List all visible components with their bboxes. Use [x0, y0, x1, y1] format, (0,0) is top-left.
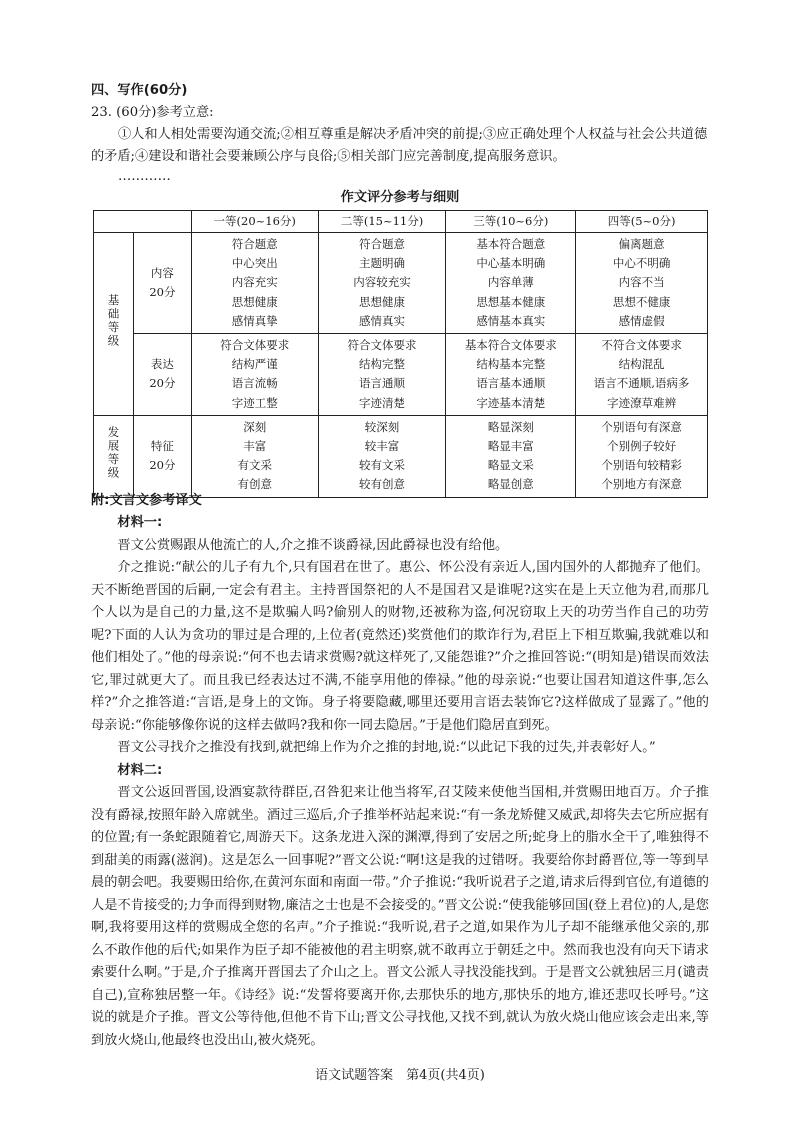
criterion: 较丰富: [364, 439, 400, 454]
criterion: 符合题意: [359, 237, 406, 251]
group-basic-label: 基础等级: [106, 293, 121, 348]
criterion: 个别语句有深意: [601, 419, 682, 434]
criterion: 内容较充实: [353, 275, 411, 290]
criterion: 语言基本通顺: [476, 376, 546, 391]
material-2-paragraph: 晋文公返回晋国,设酒宴款待群臣,召咎犯来让他当将军,召艾陵来使他当国相,并赏赐田地百万。介子推没有爵禄,按照年龄入席就坐。酒过三巡后,介子推举杯站起来说:“有一条龙矫健又威武,却将失去它所应据有的位置;有一条蛇跟随着它,周游天下。这条龙进入深的渊潭,得到了安居之所;蛇身上的脂水全干了,唯独得不到甜美的雨露(滋润)。这是怎么一回事呢?”晋文公说:“啊!这是我的过错呀。我要给你封爵晋位,等一等到早晨的朝会吧。我要赐田给你,在黄河东面和南面一带。”介子推说:“我听说君子之道,请求后得到官位,有道德的人是不肯接受的;力争而得到财物,廉洁之士也是不会接受的。”晋文公说:“使我能够回国(登上君位)的人,是您啊,我将要用这样的赏赐成全您的名声。”介子推说:“我听说,君子之道,如果作为儿子却不能继承他父亲的,那么不敢作他的后代;如果作为臣子却不能被他的君主明察,就不敢再立于朝廷之中。然而我也没有向天下请求索要什么啊。”于是,介子推离开晋国去了介山之上。晋文公派人寻找没能找到。于是晋文公就独居三月(谴责自己),宣称独居整一年。《诗经》说:“发誓将要离开你,去那快乐的地方,那快乐的地方,谁还悲叹长呼号。”这说的就是介子推。晋文公等待他,但他不肯下山;晋文公寻找他,又找不到,就认为放火烧山他应该会走出来,等到放火烧山,他最终也没出山,被火烧死。: [91, 785, 709, 1048]
group-dev-label: 发展等级: [106, 426, 121, 481]
table-title: 作文评分参考与细则: [340, 190, 460, 205]
row-name: 表达: [150, 357, 174, 372]
column-header: 二等(15~11分): [318, 211, 446, 233]
criterion: 偏离题意: [618, 237, 665, 251]
group-dev-cell: [94, 415, 134, 497]
criterion: 主题明确: [359, 256, 406, 271]
grade-cell: [318, 415, 446, 497]
criterion: 中心突出: [231, 256, 278, 271]
row-label-cell: [133, 334, 191, 416]
row-label-cell: [133, 415, 191, 497]
grade-cell: [318, 334, 446, 416]
grade-cell: [318, 233, 446, 334]
material-1-title: 材料一:: [117, 515, 163, 530]
criterion: 思想健康: [231, 294, 278, 309]
column-header: 一等(20~16分): [191, 211, 318, 233]
scoring-table: [93, 210, 708, 498]
criterion: 略显深刻: [487, 419, 534, 434]
table-row-feature: [94, 415, 708, 497]
criterion: 思想基本健康: [476, 294, 546, 309]
q23-ideas-line-1: ①人和人相处需要沟通交流;②相互尊重是解决矛盾冲突的前提;③应正确处理个人权益与社会公共道德: [118, 127, 708, 142]
criterion: 深刻: [243, 419, 267, 434]
material-1-paragraph: 晋文公寻找介之推没有找到,就把绵上作为介之推的封地,说:“以此记下我的过失,并表彰好人。”: [117, 740, 656, 755]
criterion: 个别地方有深意: [601, 477, 682, 492]
criterion: 丰富: [243, 439, 267, 454]
criterion: 结构严谨: [231, 357, 278, 372]
section-title: 四、写作(60分): [91, 83, 188, 98]
q23-ideas-line-2: 的矛盾;④建设和谐社会要兼顾公序与良俗;⑤相关部门应完善制度,提高服务意识。: [91, 149, 566, 164]
criterion: 个别语句较精彩: [601, 458, 682, 473]
row-name: 内容: [150, 266, 174, 280]
criterion: 语言不通顺,语病多: [593, 376, 690, 391]
criterion: 略显文采: [487, 458, 534, 473]
criterion: 字迹潦草难辨: [607, 395, 677, 410]
group-basic-cell: [94, 233, 134, 416]
column-header: 三等(10~6分): [446, 211, 576, 233]
grade-cell: [446, 415, 576, 497]
criterion: 符合文体要求: [347, 338, 417, 353]
material-1: [91, 512, 709, 1052]
table-corner-cell: [94, 211, 192, 233]
grade-cell: [446, 334, 576, 416]
column-header: 四等(5~0分): [576, 211, 708, 233]
page-footer: 语文试题答案 第4页(共4页): [315, 1068, 485, 1083]
criterion: 感情真实: [359, 313, 406, 328]
criterion: 较有文采: [359, 458, 406, 473]
table-header-row: [94, 211, 708, 233]
table-row-content: [94, 233, 708, 334]
grade-cell: [576, 415, 708, 497]
material-1-paragraph: 晋文公赏赐跟从他流亡的人,介之推不谈爵禄,因此爵禄也没有给他。: [117, 537, 509, 553]
criterion: 语言通顺: [359, 376, 406, 391]
criterion: 字迹清楚: [359, 395, 406, 410]
row-name: 特征: [150, 439, 174, 454]
criterion: 结构混乱: [618, 357, 665, 372]
criterion: 个别例子较好: [607, 439, 677, 454]
criterion: 内容不当: [618, 275, 665, 290]
q23-ellipsis: …………: [118, 169, 171, 184]
criterion: 较有创意: [359, 477, 406, 492]
row-score: 20分: [149, 285, 176, 299]
grade-cell: [576, 334, 708, 416]
criterion: 中心不明确: [612, 256, 671, 271]
table-row-expression: [94, 334, 708, 416]
row-score: 20分: [149, 376, 176, 391]
criterion: 符合文体要求: [220, 338, 290, 353]
grade-cell: [191, 415, 318, 497]
criterion: 符合题意: [231, 237, 278, 251]
question-23-header: 23. (60分)参考立意:: [91, 105, 214, 120]
material-1-paragraph: 介之推说:“献公的儿子有九个,只有国君在世了。惠公、怀公没有亲近人,国内国外的人都抛弃了他们。天不断绝晋国的后嗣,一定会有君主。主持晋国祭祀的人不是国君又是谁呢?这实在是上天立他为君,而那几个人以为是自己的力量,这不是欺骗人吗?偷别人的财物,还被称为盗,何况窃取上天的功劳当作自己的功劳呢?下面的人认为贪功的罪过是合理的,上位者(竟然还)奖赏他们的欺诈行为,君臣上下相互欺骗,我就难以和他们相处了。”他的母亲说:“何不也去请求赏赐?就这样死了,又能怨谁?”介之推回答说:“(明知是)错误而效法它,罪过就更大了。而且我已经表达过不满,不能享用他的俸禄。”他的母亲说:“也要让国君知道这件事,怎么样?”介之推答道:“言语,是身上的文饰。身子将要隐藏,哪里还要用言语去装饰它?这样做成了显露了。”他的母亲说:“你能够像你说的这样去做吗?我和你一同去隐居。”于是他们隐居直到死。: [91, 560, 709, 733]
grade-cell: [446, 233, 576, 334]
criterion: 中心基本明确: [476, 256, 546, 271]
row-label-cell: [133, 233, 191, 334]
criterion: 字迹基本清楚: [476, 395, 546, 410]
criterion: 感情真挚: [231, 313, 278, 328]
appendix-title: 附:文言文参考译文: [91, 493, 202, 508]
criterion: 内容单薄: [487, 275, 534, 290]
criterion: 思想不健康: [612, 294, 671, 309]
criterion: 字迹工整: [231, 395, 278, 410]
criterion: 有文采: [237, 458, 272, 473]
criterion: 结构完整: [359, 357, 406, 372]
grade-cell: [191, 334, 318, 416]
criterion: 略显创意: [487, 477, 534, 492]
criterion: 不符合文体要求: [601, 338, 682, 353]
criterion: 略显丰富: [487, 439, 534, 454]
grade-cell: [191, 233, 318, 334]
criterion: 较深刻: [364, 419, 400, 434]
criterion: 基本符合题意: [476, 237, 546, 251]
criterion: 基本符合文体要求: [464, 338, 557, 353]
criterion: 内容充实: [231, 275, 278, 290]
criterion: 感情虚假: [618, 313, 665, 328]
row-score: 20分: [149, 458, 176, 473]
criterion: 感情基本真实: [476, 313, 546, 328]
criterion: 结构基本完整: [476, 357, 546, 372]
criterion: 思想健康: [359, 294, 406, 309]
grade-cell: [576, 233, 708, 334]
criterion: 有创意: [237, 477, 272, 492]
material-2-title: 材料二:: [117, 762, 163, 778]
criterion: 语言流畅: [231, 376, 278, 391]
